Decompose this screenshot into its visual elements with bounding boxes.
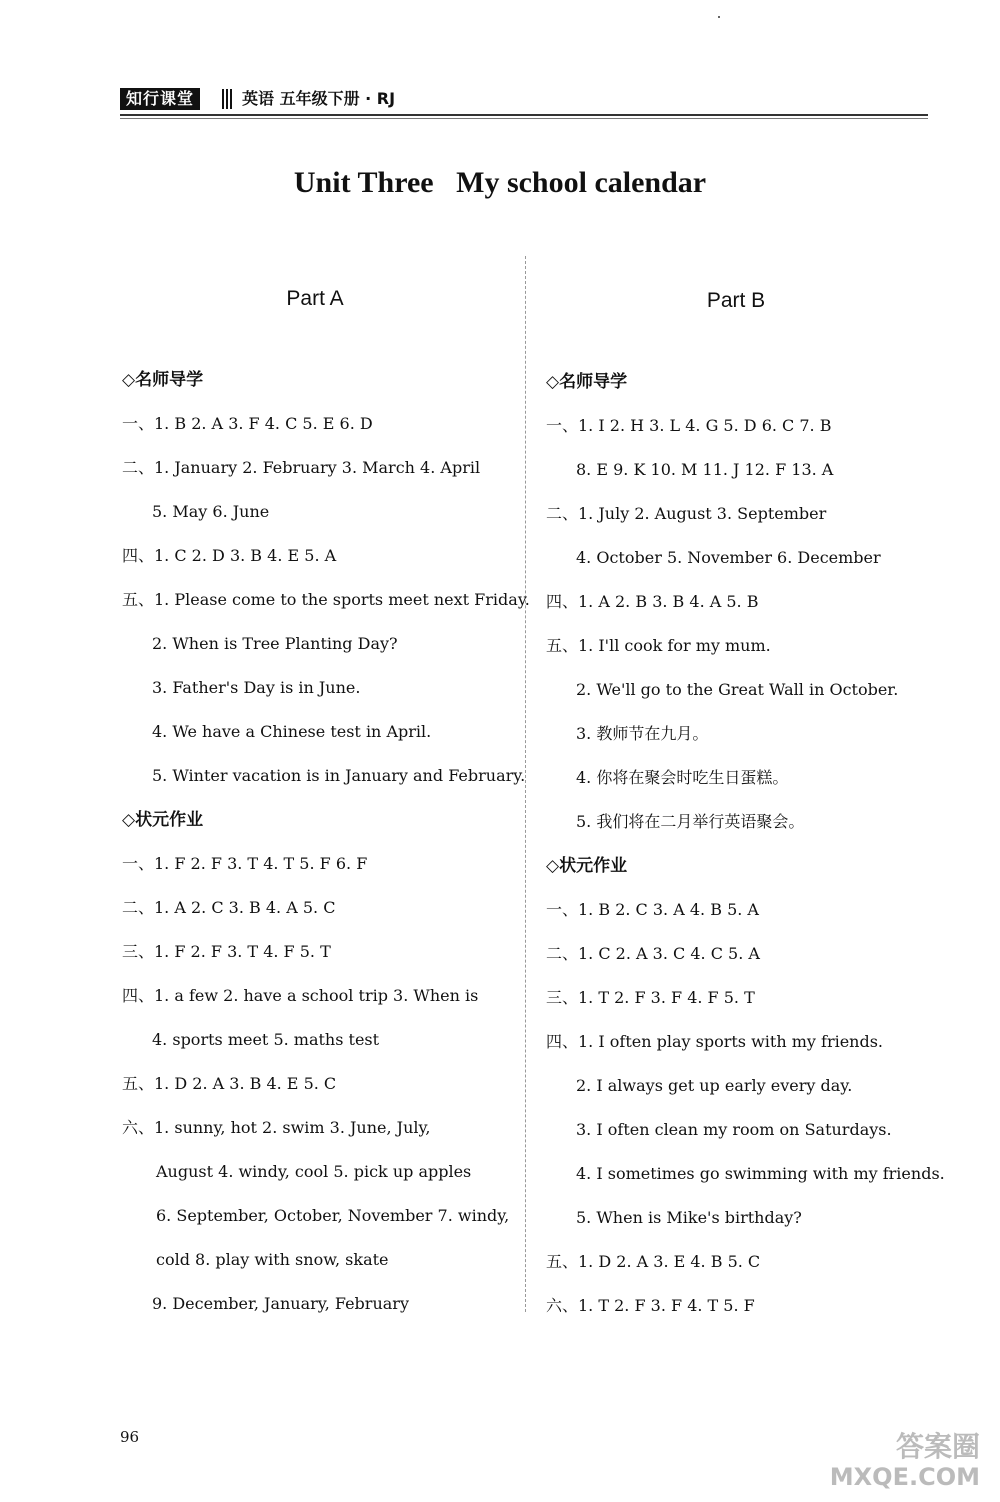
- section-heading: ◇状元作业: [122, 810, 204, 830]
- book-subject: 英语 五年级下册 · RJ: [242, 89, 396, 108]
- answer-line: 三、1. F 2. F 3. T 4. F 5. T: [122, 942, 331, 961]
- answer-line: 二、1. July 2. August 3. September: [546, 504, 827, 523]
- answer-line: 4. sports meet 5. maths test: [152, 1030, 380, 1049]
- answer-line: 五、1. I'll cook for my mum.: [546, 636, 771, 655]
- answer-line: 四、1. I often play sports with my friends.: [546, 1032, 884, 1051]
- page-header: [120, 88, 928, 120]
- answer-line: 9. December, January, February: [152, 1294, 409, 1313]
- answer-line: 一、1. F 2. F 3. T 4. T 5. F 6. F: [122, 854, 368, 873]
- part-b-answers: [546, 360, 945, 1328]
- answer-line: 2. When is Tree Planting Day?: [152, 634, 398, 653]
- speck: [718, 16, 720, 18]
- answer-line: 一、1. B 2. A 3. F 4. C 5. E 6. D: [122, 414, 373, 433]
- answer-line: 三、1. T 2. F 3. F 4. F 5. T: [546, 988, 755, 1007]
- answer-line: 四、1. A 2. B 3. B 4. A 5. B: [546, 592, 759, 611]
- answer-line: 5. When is Mike's birthday?: [576, 1208, 802, 1227]
- answer-line: 六、1. T 2. F 3. F 4. T 5. F: [546, 1296, 755, 1315]
- part-a-heading: Part A: [286, 287, 344, 310]
- section-heading: ◇状元作业: [546, 856, 628, 876]
- answer-line: 3. Father's Day is in June.: [152, 678, 361, 697]
- answer-line: 五、1. D 2. A 3. E 4. B 5. C: [546, 1252, 761, 1271]
- answer-line: 二、1. January 2. February 3. March 4. April: [122, 458, 481, 477]
- answer-line: cold 8. play with snow, skate: [156, 1250, 389, 1269]
- answer-line: 六、1. sunny, hot 2. swim 3. June, July,: [122, 1118, 431, 1137]
- answer-line: 4. I sometimes go swimming with my friends.: [576, 1164, 945, 1183]
- header-rule-thin: [120, 118, 928, 119]
- section-heading: ◇名师导学: [122, 370, 204, 390]
- answer-line: 5. Winter vacation is in January and February.: [152, 766, 526, 785]
- answer-line: 四、1. C 2. D 3. B 4. E 5. A: [122, 546, 337, 565]
- answer-line: 6. September, October, November 7. windy,: [156, 1206, 510, 1225]
- unit-title: Unit Three My school calendar: [293, 166, 707, 199]
- answer-line: August 4. windy, cool 5. pick up apples: [156, 1162, 472, 1181]
- answer-line: 5. May 6. June: [152, 502, 270, 521]
- answer-line: 二、1. A 2. C 3. B 4. A 5. C: [122, 898, 336, 917]
- answer-line: 五、1. Please come to the sports meet next Friday.: [122, 590, 530, 609]
- part-a-column: [122, 280, 530, 1326]
- part-b-column: [546, 280, 945, 1328]
- answer-line: 2. I always get up early every day.: [576, 1076, 853, 1095]
- brand-logo: 知行课堂: [120, 88, 200, 110]
- answer-line: 5. 我们将在二月举行英语聚会。: [576, 812, 805, 831]
- answer-line: 五、1. D 2. A 3. B 4. E 5. C: [122, 1074, 337, 1093]
- watermark-text: 答案圈: [895, 1430, 980, 1463]
- answer-line: 二、1. C 2. A 3. C 4. C 5. A: [546, 944, 760, 963]
- answer-line: 3. 教师节在九月。: [576, 724, 709, 743]
- watermark-logo: [830, 1432, 980, 1492]
- answer-line: 4. We have a Chinese test in April.: [152, 722, 432, 741]
- answer-line: 四、1. a few 2. have a school trip 3. When is: [122, 986, 479, 1005]
- part-a-answers: [122, 358, 530, 1326]
- divider-bars-icon: [222, 89, 232, 109]
- section-heading: ◇名师导学: [546, 372, 628, 392]
- answer-line: 一、1. B 2. C 3. A 4. B 5. A: [546, 900, 759, 919]
- page-number: 96: [120, 1428, 140, 1446]
- answer-line: 4. 你将在聚会时吃生日蛋糕。: [576, 768, 789, 787]
- header-rule: [120, 114, 928, 116]
- watermark-url: MXQE.COM: [829, 1463, 980, 1491]
- answer-line: 3. I often clean my room on Saturdays.: [576, 1120, 892, 1139]
- answer-line: 4. October 5. November 6. December: [576, 548, 881, 567]
- answer-line: 8. E 9. K 10. M 11. J 12. F 13. A: [576, 460, 834, 479]
- answer-line: 2. We'll go to the Great Wall in October.: [576, 680, 899, 699]
- answer-line: 一、1. I 2. H 3. L 4. G 5. D 6. C 7. B: [546, 416, 832, 435]
- part-b-heading: Part B: [706, 289, 766, 312]
